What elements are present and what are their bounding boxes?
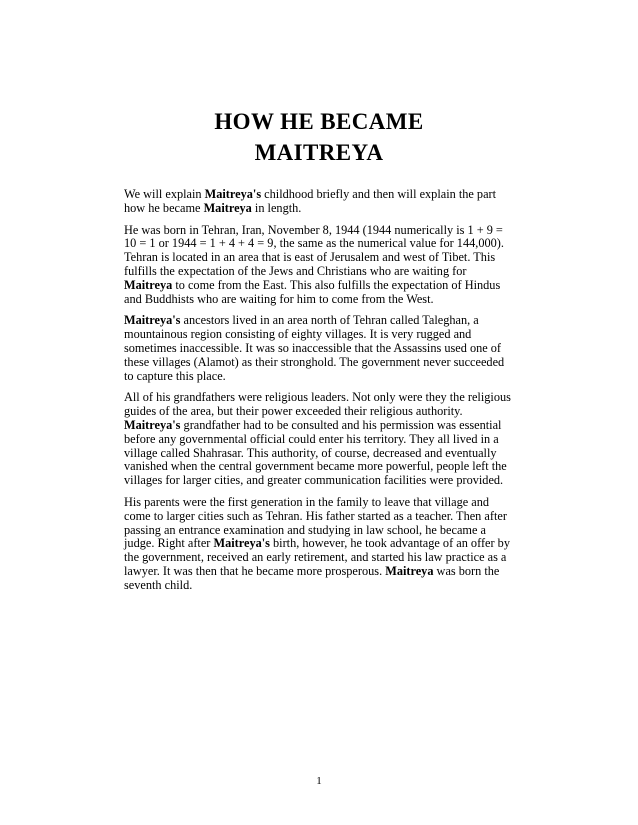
paragraph: He was born in Tehran, Iran, November 8, 1944 (1944 numerically is 1 + 9 = 10 = 1 or 1944 = 1 + 4 + 4 = 9, the same as the numerical value for 144,000). Tehran is located in an area that is east of Jerusalem and west of Tibet. This fulfills the expectation of the Jews and Christians who are waiting for Maitreya to come from the East. This also fulfills the expectation of Hindus and Buddhists who are waiting for him to come from the West.: [124, 222, 504, 306]
page-title-line-1: HOW HE BECAME: [214, 109, 424, 134]
paragraph: All of his grandfathers were religious leaders. Not only were they the religious guides of the area, but their power exceeded their religious authority. Maitreya's grandfather had to be consulted and his permission was essential before any governmental official could enter his territory. They all lived in a village called Shahrasar. This authority, of course, decreased and eventually vanished when the central government became more powerful, people left the villages for larger cities, and greater communication facilities were provided.: [124, 390, 511, 488]
paragraph: We will explain Maitreya's childhood briefly and then will explain the part how he became Maitreya in length.: [124, 187, 497, 215]
page-title-line-2: MAITREYA: [254, 140, 384, 165]
page-number: 1: [316, 775, 322, 787]
page-title: [0, 106, 638, 168]
paragraph: His parents were the first generation in the family to leave that village and come to larger cities such as Tehran. His father started as a teacher. Then after passing an entrance examination and studying in law school, he became a judge. Right after Maitreya's birth, however, he took advantage of an offer by the government, received an early retirement, and started his law practice as a lawyer. It was then that he became more prosperous. Maitreya was born the seventh child.: [124, 494, 510, 592]
document-body: [124, 188, 516, 593]
paragraph: Maitreya's ancestors lived in an area north of Tehran called Taleghan, a mountainous region consisting of eighty villages. It is very rugged and sometimes inaccessible. It was so inaccessible that the Assassins used one of these villages (Alamot) as their stronghold. The government never succeeded to capture this place.: [124, 313, 505, 383]
